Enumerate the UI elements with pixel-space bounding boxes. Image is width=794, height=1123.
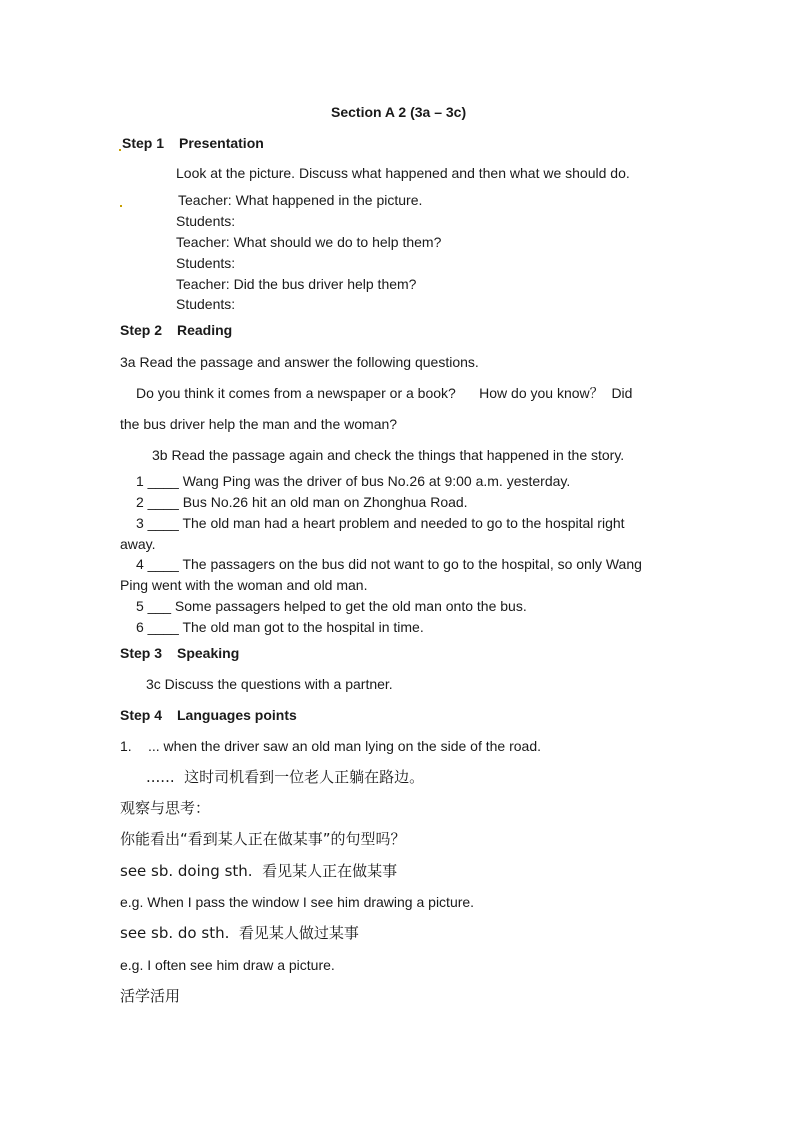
step3-name: Speaking <box>177 645 240 661</box>
step1-name: Presentation <box>179 135 264 151</box>
bullet-mark <box>120 205 122 207</box>
example-sentence: e.g. I often see him draw a picture. <box>120 957 335 973</box>
check-item: 2 ____ Bus No.26 hit an old man on Zhonghua Road. <box>136 494 468 510</box>
page-title: Section A 2 (3a – 3c) <box>331 104 467 120</box>
dialogue-line: Teacher: What should we do to help them? <box>176 234 442 250</box>
observe-heading: 观察与思考： <box>120 799 211 817</box>
questions-line: Do you think it comes from a newspaper or a book? How do you know？ Did <box>136 385 633 401</box>
check-item: 5 ___ Some passagers helped to get the old man onto the bus. <box>136 598 527 614</box>
step4-heading: Step 4 <box>120 707 163 723</box>
step2-heading: Step 2 <box>120 322 163 338</box>
dialogue-line: Students: <box>176 296 236 312</box>
dialogue-line: Students: <box>176 213 236 229</box>
example-sentence: e.g. When I pass the window I see him drawing a picture. <box>120 894 475 910</box>
point-sentence: ... when the driver saw an old man lying on the side of the road. <box>148 738 542 754</box>
point-number: 1. <box>120 738 132 754</box>
check-item-continued: Ping went with the woman and old man. <box>120 577 368 593</box>
step1-heading: Step 1 <box>122 135 165 151</box>
bullet-mark <box>119 149 121 151</box>
step1-instruction: Look at the picture. Discuss what happened and then what we should do. <box>176 165 630 181</box>
check-item: 6 ____ The old man got to the hospital in time. <box>136 619 424 635</box>
task-3c: 3c Discuss the questions with a partner. <box>146 676 393 692</box>
step3-heading: Step 3 <box>120 645 163 661</box>
pattern-do: see sb. do sth. 看见某人做过某事 <box>120 924 359 942</box>
check-item: 1 ____ Wang Ping was the driver of bus No.26 at 9:00 a.m. yesterday. <box>136 473 571 489</box>
step2-name: Reading <box>177 322 233 338</box>
dialogue-line: Teacher: Did the bus driver help them? <box>176 276 417 292</box>
questions-line: the bus driver help the man and the woman? <box>120 416 398 432</box>
task-3b: 3b Read the passage again and check the things that happened in the story. <box>152 447 625 463</box>
check-item-continued: away. <box>120 536 156 552</box>
point-translation: ...... 这时司机看到一位老人正躺在路边。 <box>146 768 425 786</box>
check-item: 4 ____ The passagers on the bus did not want to go to the hospital, so only Wang <box>136 556 642 572</box>
practice-heading: 活学活用 <box>120 987 181 1005</box>
dialogue-line: Students: <box>176 255 236 271</box>
check-item: 3 ____ The old man had a heart problem and needed to go to the hospital right <box>136 515 625 531</box>
dialogue-line: Teacher: What happened in the picture. <box>178 192 423 208</box>
step4-name: Languages points <box>177 707 297 723</box>
question-text: 你能看出“看到某人正在做某事”的句型吗？ <box>120 830 406 848</box>
task-3a: 3a Read the passage and answer the following questions. <box>120 354 479 370</box>
pattern-doing: see sb. doing sth. 看见某人正在做某事 <box>120 862 398 880</box>
